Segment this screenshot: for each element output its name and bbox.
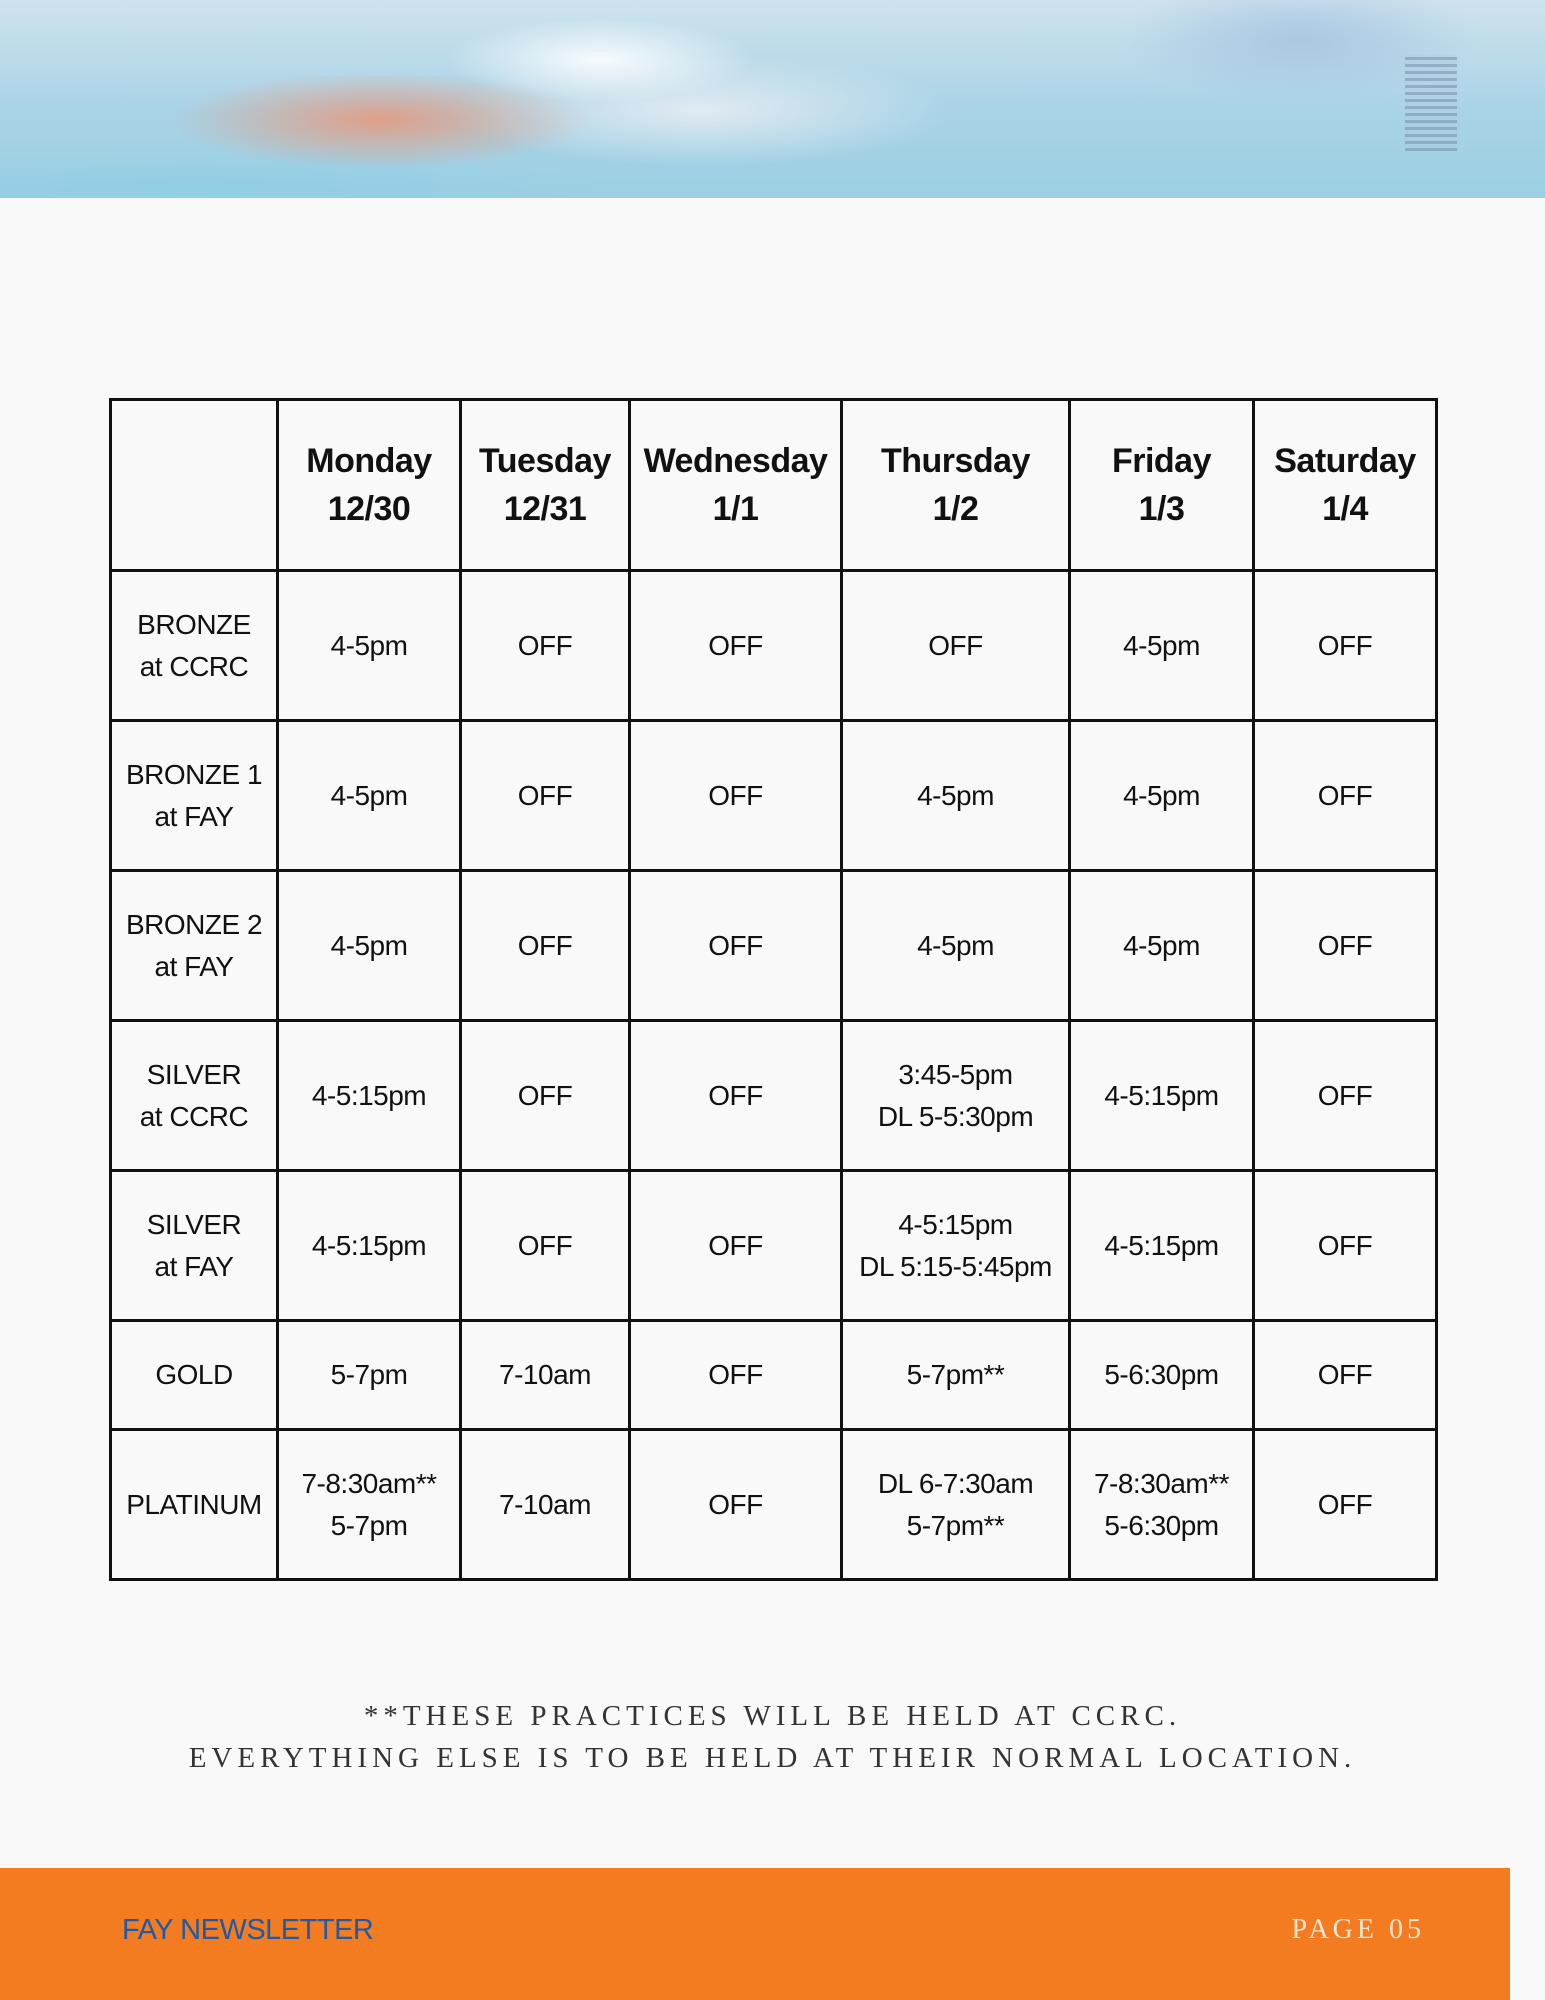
schedule-cell: 4-5:15pm: [278, 1021, 461, 1171]
header-day-tuesday: [461, 400, 630, 571]
schedule-cell: OFF: [1254, 871, 1437, 1021]
header-day-friday: [1070, 400, 1254, 571]
hero-swimmer-photo: [0, 0, 1545, 198]
day-date: 1/4: [1322, 490, 1368, 528]
day-name: Saturday: [1274, 442, 1416, 480]
table-row: [111, 721, 1437, 871]
schedule-cell: 4-5pm: [1070, 721, 1254, 871]
schedule-cell: OFF: [1254, 1321, 1437, 1430]
day-name: Friday: [1111, 442, 1212, 480]
schedule-cell: 4-5pm: [278, 871, 461, 1021]
day-name: Tuesday: [479, 442, 611, 480]
group-name-cell: SILVER at CCRC: [111, 1021, 278, 1171]
day-date: 12/30: [327, 490, 411, 528]
schedule-cell: 7-10am: [461, 1430, 630, 1580]
schedule-cell: OFF: [842, 571, 1070, 721]
header-row: [111, 400, 1437, 571]
day-name: Thursday: [880, 442, 1031, 480]
schedule-cell: OFF: [1254, 571, 1437, 721]
newsletter-brand: FAY NEWSLETTER: [122, 1914, 374, 1946]
table-row: [111, 1021, 1437, 1171]
schedule-cell: OFF: [1254, 1021, 1437, 1171]
schedule-cell: OFF: [630, 1021, 842, 1171]
schedule-cell: 7-8:30am** 5-6:30pm: [1070, 1430, 1254, 1580]
schedule-cell: 4-5pm: [842, 721, 1070, 871]
schedule-cell: 4-5:15pm: [278, 1171, 461, 1321]
group-name-cell: BRONZE at CCRC: [111, 571, 278, 721]
location-note: [0, 1695, 1545, 1779]
group-name-cell: PLATINUM: [111, 1430, 278, 1580]
note-line-1: **THESE PRACTICES WILL BE HELD AT CCRC.: [363, 1700, 1182, 1732]
footer-bar: [0, 1868, 1510, 2000]
table-row: [111, 1171, 1437, 1321]
schedule-cell: 4-5:15pm DL 5:15-5:45pm: [842, 1171, 1070, 1321]
day-name: Wednesday: [643, 442, 828, 480]
schedule-cell: 4-5pm: [278, 721, 461, 871]
schedule-cell: 4-5:15pm: [1070, 1171, 1254, 1321]
group-name-cell: SILVER at FAY: [111, 1171, 278, 1321]
schedule-cell: 7-10am: [461, 1321, 630, 1430]
header-corner-cell: [111, 400, 278, 571]
schedule-cell: 4-5pm: [842, 871, 1070, 1021]
group-name-cell: BRONZE 1 at FAY: [111, 721, 278, 871]
schedule-cell: 5-7pm**: [842, 1321, 1070, 1430]
schedule-cell: OFF: [630, 871, 842, 1021]
schedule-cell: OFF: [630, 571, 842, 721]
day-date: 1/1: [712, 490, 759, 528]
day-date: 1/3: [1138, 490, 1185, 528]
schedule-cell: OFF: [630, 721, 842, 871]
schedule-cell: 5-6:30pm: [1070, 1321, 1254, 1430]
day-date: 1/2: [932, 490, 979, 528]
schedule-cell: 4-5pm: [1070, 871, 1254, 1021]
schedule-cell: OFF: [630, 1430, 842, 1580]
schedule-cell: 4-5pm: [278, 571, 461, 721]
page-number: PAGE 05: [1291, 1914, 1425, 1945]
group-name-cell: BRONZE 2 at FAY: [111, 871, 278, 1021]
pool-water-image: [0, 0, 1545, 198]
schedule-cell: 4-5:15pm: [1070, 1021, 1254, 1171]
schedule-cell: OFF: [1254, 721, 1437, 871]
schedule-cell: OFF: [1254, 1430, 1437, 1580]
header-day-saturday: [1254, 400, 1437, 571]
schedule-cell: OFF: [461, 1171, 630, 1321]
group-name-cell: GOLD: [111, 1321, 278, 1430]
day-name: Monday: [306, 442, 432, 480]
table-row: [111, 571, 1437, 721]
schedule-cell: 7-8:30am** 5-7pm: [278, 1430, 461, 1580]
practice-schedule-table: [109, 398, 1438, 1581]
schedule-cell: DL 6-7:30am 5-7pm**: [842, 1430, 1070, 1580]
schedule-cell: OFF: [461, 571, 630, 721]
schedule-cell: 3:45-5pm DL 5-5:30pm: [842, 1021, 1070, 1171]
pool-drain-grate: [1405, 55, 1457, 151]
day-date: 12/31: [503, 490, 587, 528]
note-line-2: EVERYTHING ELSE IS TO BE HELD AT THEIR NORMAL LOCATION.: [188, 1742, 1357, 1774]
header-day-wednesday: [630, 400, 842, 571]
schedule-cell: OFF: [1254, 1171, 1437, 1321]
header-day-thursday: [842, 400, 1070, 571]
schedule-cell: OFF: [630, 1321, 842, 1430]
schedule-cell: OFF: [461, 1021, 630, 1171]
schedule-cell: OFF: [630, 1171, 842, 1321]
schedule-cell: OFF: [461, 871, 630, 1021]
header-day-monday: [278, 400, 461, 571]
schedule-cell: OFF: [461, 721, 630, 871]
schedule-cell: 5-7pm: [278, 1321, 461, 1430]
schedule-cell: 4-5pm: [1070, 571, 1254, 721]
table-row: [111, 1321, 1437, 1430]
table-row: [111, 871, 1437, 1021]
table-row: [111, 1430, 1437, 1580]
